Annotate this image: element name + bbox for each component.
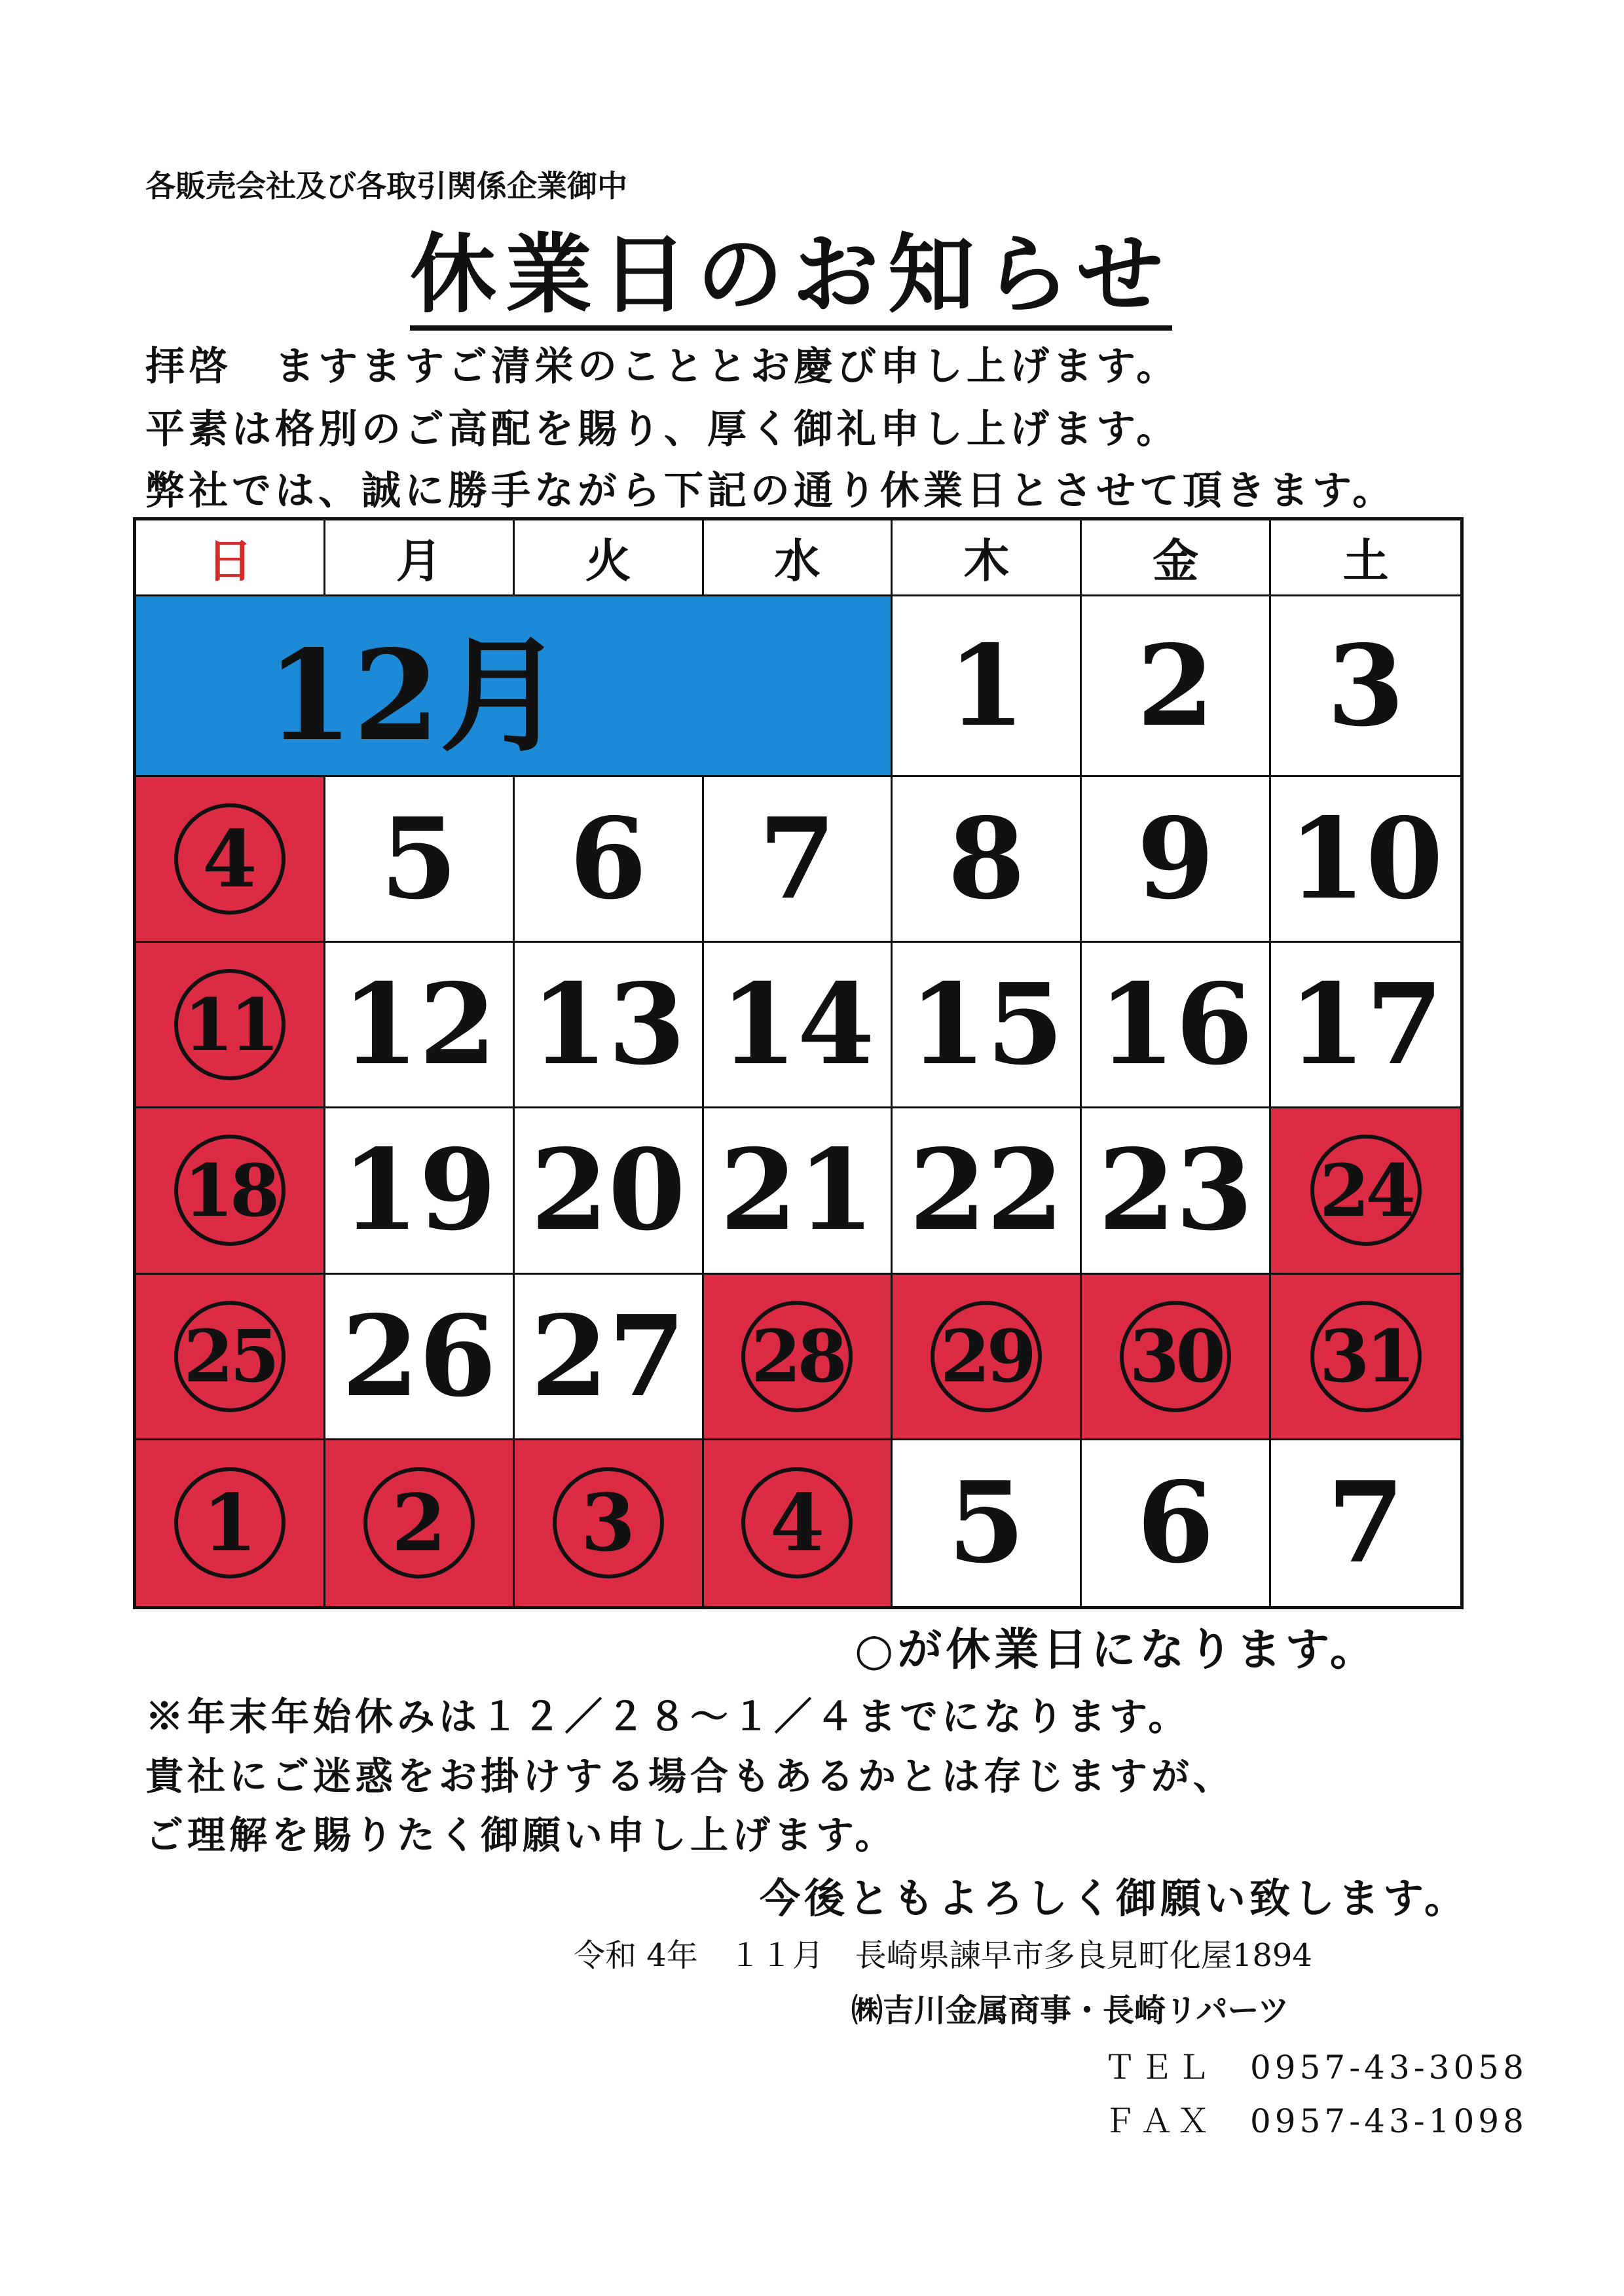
- calendar-day-closed: [136, 1275, 325, 1440]
- calendar-day: 5: [893, 1440, 1082, 1606]
- note-line-2: 貴社にご迷惑をお掛けする場合もあるかとは存じますが、: [145, 1754, 1236, 1798]
- weekday-header-sun: 日: [136, 520, 325, 596]
- note-line-1: ※年末年始休みは１２／２８～１／４までになります。: [145, 1694, 1190, 1739]
- closed-day-circle: 1: [174, 1467, 286, 1578]
- holiday-calendar: [133, 517, 1464, 1609]
- calendar-day-closed: [136, 943, 325, 1108]
- closed-day-circle: 29: [931, 1301, 1042, 1412]
- calendar-day: 22: [893, 1108, 1082, 1274]
- company-name: ㈱吉川金属商事・長崎リパーツ: [851, 1992, 1289, 2029]
- calendar-day: 13: [515, 943, 704, 1108]
- calendar-day: 5: [325, 777, 515, 943]
- phone-number: ＴＥＬ 0957-43-3058: [1103, 2049, 1528, 2086]
- closed-day-circle: 25: [174, 1301, 286, 1412]
- weekday-header-tue: 火: [515, 520, 704, 596]
- closing-line: 今後ともよろしく御願い致します。: [760, 1874, 1469, 1922]
- page-title: 休業日のお知らせ: [410, 226, 1172, 331]
- closed-day-circle: 28: [741, 1301, 853, 1412]
- calendar-day: 17: [1271, 943, 1460, 1108]
- calendar-day: 12: [325, 943, 515, 1108]
- closed-day-circle: 11: [174, 969, 286, 1080]
- calendar-day: 19: [325, 1108, 515, 1274]
- closed-day-circle: 18: [174, 1135, 286, 1246]
- calendar-day-closed: [515, 1440, 704, 1606]
- calendar-day: 16: [1082, 943, 1271, 1108]
- calendar-day-closed: [1271, 1275, 1460, 1440]
- recipient-line: 各販売会社及び各取引関係企業御中: [145, 168, 627, 204]
- calendar-day-closed: [1082, 1275, 1271, 1440]
- calendar-day: 8: [893, 777, 1082, 943]
- calendar-day: 7: [704, 777, 893, 943]
- calendar-day: 3: [1271, 596, 1460, 777]
- weekday-header-wed: 水: [704, 520, 893, 596]
- fax-number: ＦＡＸ 0957-43-1098: [1103, 2102, 1528, 2140]
- intro-line-3: 弊社では、誠に勝手ながら下記の通り休業日とさせて頂きます。: [145, 468, 1396, 514]
- calendar-day: 26: [325, 1275, 515, 1440]
- closed-day-circle: 24: [1310, 1135, 1422, 1246]
- calendar-day: 10: [1271, 777, 1460, 943]
- closed-day-circle: 4: [741, 1467, 853, 1578]
- closed-day-legend: ○が休業日になります。: [855, 1624, 1378, 1676]
- calendar-day: 15: [893, 943, 1082, 1108]
- calendar-day-closed: [704, 1275, 893, 1440]
- closed-day-circle: 31: [1310, 1301, 1422, 1412]
- calendar-day-closed: [704, 1440, 893, 1606]
- calendar-day: 2: [1082, 596, 1271, 777]
- calendar-day: 7: [1271, 1440, 1460, 1606]
- calendar-day-closed: [1271, 1108, 1460, 1274]
- date-address: 令和 4年 １１月 長崎県諫早市多良見町化屋1894: [574, 1937, 1312, 1974]
- closed-day-circle: 30: [1120, 1301, 1231, 1412]
- calendar-day: 21: [704, 1108, 893, 1274]
- weekday-header-thu: 木: [893, 520, 1082, 596]
- calendar-day: 27: [515, 1275, 704, 1440]
- closed-day-circle: 3: [553, 1467, 664, 1578]
- intro-line-2: 平素は格別のご高配を賜り、厚く御礼申し上げます。: [145, 407, 1180, 452]
- month-label: 12月: [136, 596, 893, 777]
- calendar-day: 14: [704, 943, 893, 1108]
- closed-day-circle: 4: [174, 803, 286, 915]
- calendar-day-closed: [893, 1275, 1082, 1440]
- intro-line-1: 拝啓 ますますご清栄のこととお慶び申し上げます。: [145, 344, 1180, 390]
- calendar-day-closed: [325, 1440, 515, 1606]
- calendar-day: 1: [893, 596, 1082, 777]
- calendar-day-closed: [136, 1440, 325, 1606]
- calendar-day-closed: [136, 777, 325, 943]
- calendar-day: 6: [1082, 1440, 1271, 1606]
- weekday-header-mon: 月: [325, 520, 515, 596]
- calendar-day-closed: [136, 1108, 325, 1274]
- calendar-day: 23: [1082, 1108, 1271, 1274]
- calendar-day: 9: [1082, 777, 1271, 943]
- note-line-3: ご理解を賜りたく御願い申し上げます。: [145, 1813, 897, 1857]
- calendar-day: 6: [515, 777, 704, 943]
- weekday-header-sat: 土: [1271, 520, 1460, 596]
- closed-day-circle: 2: [363, 1467, 475, 1578]
- calendar-day: 20: [515, 1108, 704, 1274]
- weekday-header-fri: 金: [1082, 520, 1271, 596]
